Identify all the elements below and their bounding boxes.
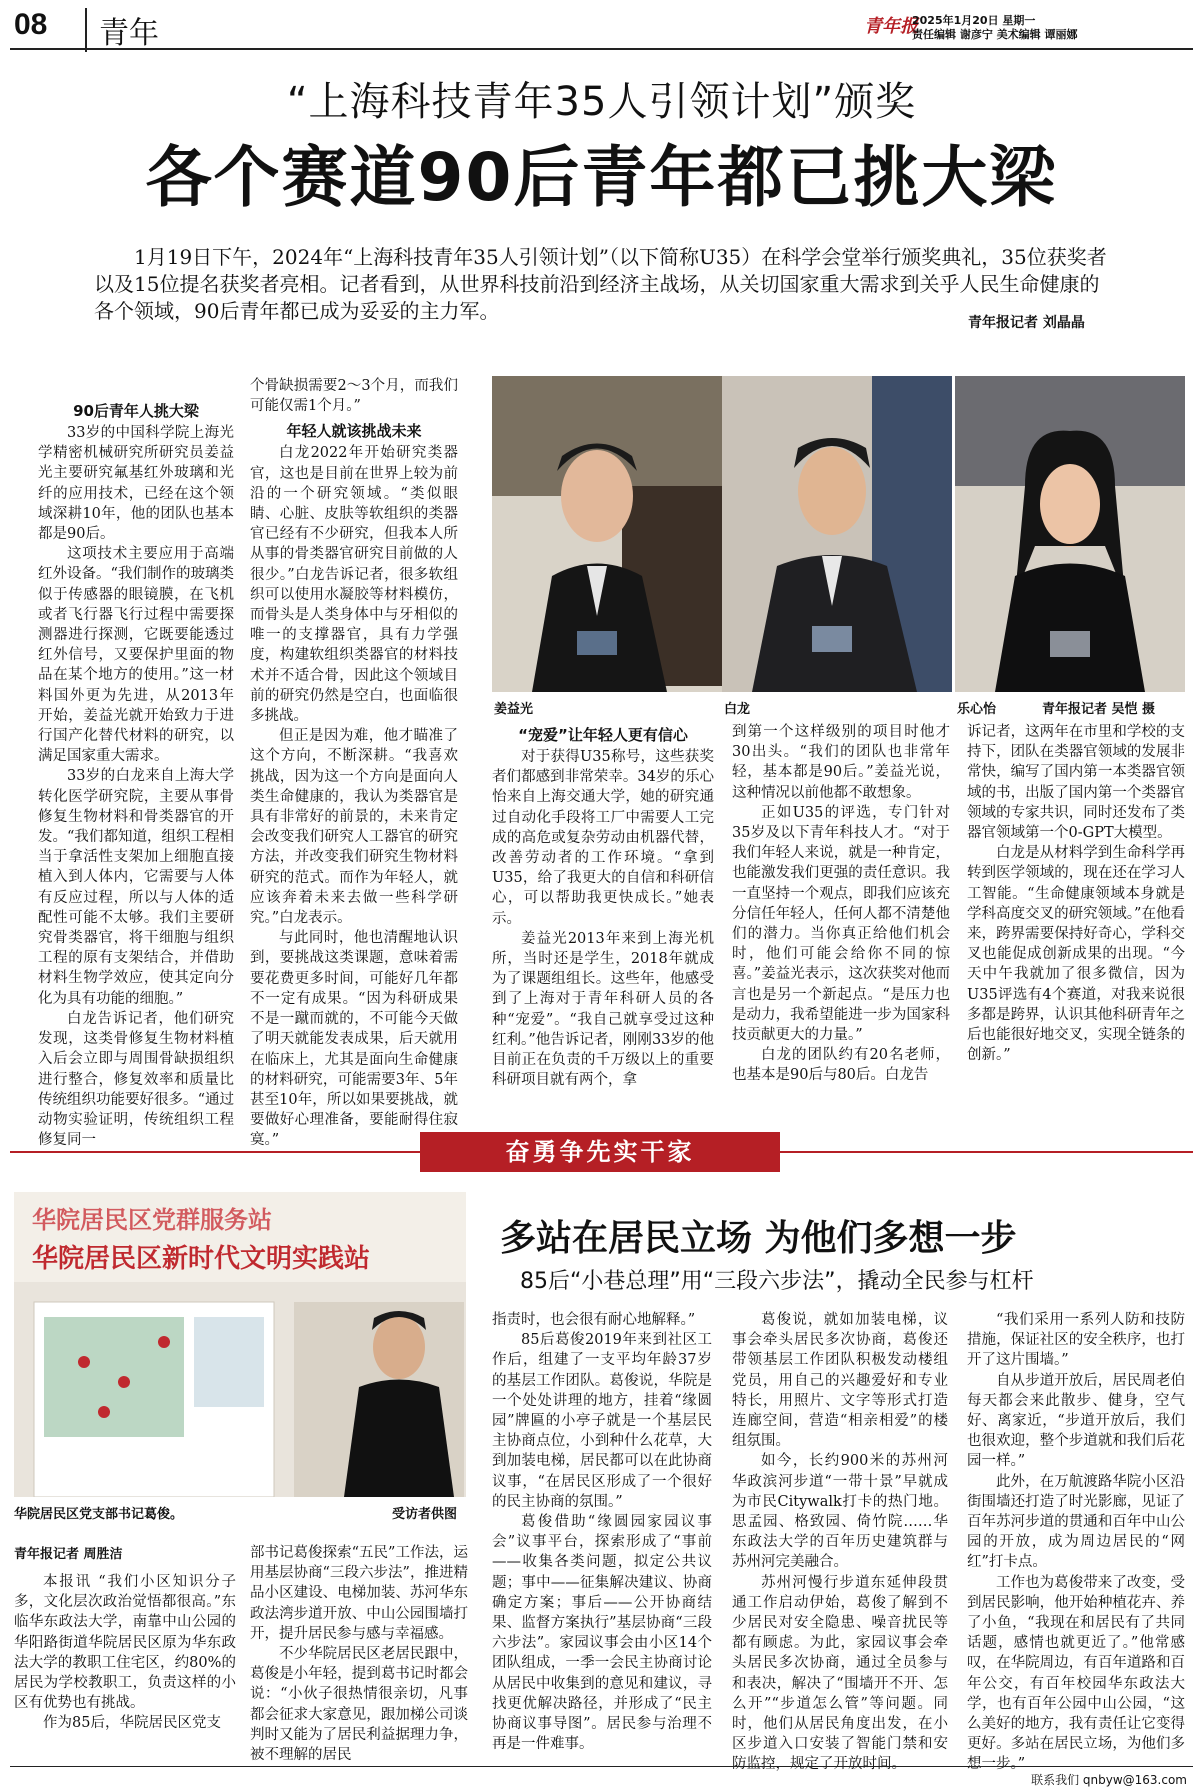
newspaper-logo: 青年报 [864, 16, 918, 37]
subhead: 90后青年人挑大梁 [73, 402, 199, 420]
banner-rule-right [780, 1151, 1193, 1153]
paragraph: 指责时，也会很有耐心地解释。” [492, 1312, 696, 1328]
photo-caption: 姜益光 [494, 702, 534, 717]
paragraph: 白龙2022年开始研究类器官，这也是目前在世界上较为前沿的一个研究领域。“类似眼睛、心脏、皮肤等软组织的类器官已经有不少研究，但我本人所从事的骨类器官研究目前做的人很少。”白龙告诉记者，很多软组织可以使用水凝胶等材料模仿，而骨头是人类身体中与牙相似的唯一的支撑器官，具有力学强度，构建软组织类器官的材料技术并不适合骨，因此这个领域目前的研究仍然是空白，也面临很多挑战。 [250, 445, 458, 725]
story1-column-5 [967, 722, 1185, 1065]
paragraph: 这项技术主要应用于高端红外设备。“我们制作的玻璃类似于传感器的眼镜膜，在飞机或者飞行器飞行过程中需要探测器进行探测，它既要能透过红外信号，又要保护里面的物品在某个地方的使用。”这一材料国外更为先进，从2013年开始，姜益光就开始致力于进行国产化替代材料的研究，以满足国家重大需求。 [38, 546, 234, 765]
photo-ge-jun [14, 1192, 466, 1497]
story1-headline: 各个赛道90后青年都已挑大梁 [145, 139, 1058, 216]
paragraph: 葛俊说，就如加装电梯，议事会牵头居民多次协商，葛俊还带领基层工作团队积极发动楼组党员，用自己的兴趣爱好和专业特长，用照片、文字等形式打造连廊空间，营造“相亲相爱”的楼组氛围。 [732, 1312, 948, 1450]
subhead: 年轻人就该挑战未来 [286, 422, 422, 441]
paragraph: 白龙是从材料学到生命科学再转到医学领域的，现在还在学习人工智能。“生命健康领域本身就是学科高度交叉的研究领域。”在他看来，跨界需要保持好奇心，学科交叉也能促成创新成果的出现。“今天中午我就加了很多微信，因为U35评选有4个赛道，对我来说很多都是跨界，认识其他科研青年之后也能很好地交叉，实现全链条的创新。” [967, 845, 1185, 1064]
story2-subheadline: 85后“小巷总理”用“三段六步法”，撬动全民参与杠杆 [520, 1269, 1034, 1294]
photo-caption: 华院居民区党支部书记葛俊。 [14, 1507, 184, 1522]
contact-line: 联系我们 qnbyw@163.com [1031, 1773, 1187, 1787]
paragraph: 个骨缺损需要2～3个月，而我们可能仅需1个月。” [250, 378, 458, 415]
photo-le-xinyi [955, 376, 1185, 692]
page-footer [10, 1766, 1193, 1787]
story2-headline: 多站在居民立场 为他们多想一步 [500, 1218, 1017, 1259]
paragraph: 但正是因为难，他才瞄准了这个方向，不断深耕。“我喜欢挑战，因为这一个方向是面向人类生命健康的，我认为类器官是具有非常好的前景的，未来肯定会改变我们研究人工器官的研究方法，并改变我们研究生物材料研究的范式。而作为年轻人，就应该奔着未来去做一些科学研究。”白龙表示。 [250, 728, 458, 927]
story2-column-1 [14, 1572, 236, 1734]
story1-column-3 [492, 720, 714, 1090]
story2-column-5 [967, 1310, 1185, 1775]
header-meta [912, 14, 1078, 42]
paragraph: 此外，在万航渡路华院小区沿街围墙还打造了时光影廊，见证了百年苏河步道的贯通和百年中山公园的开放，成为周边居民的“网红”打卡点。 [967, 1473, 1185, 1571]
page-number: 08 [14, 8, 48, 41]
paragraph: 工作也为葛俊带来了改变，受到居民影响，他开始种植花卉、养了小鱼，“我现在和居民有了共同话题，感情也就更近了。”他常感叹，在华院周边，有百年道路和百年公交，有百年校园华东政法大学，也有百年公园中山公园，“这么美好的地方，我有责任让它变得更好。多站在居民立场，为他们多想一步。” [967, 1574, 1185, 1773]
editors-line: 责任编辑 谢彦宁 美术编辑 谭丽娜 [912, 28, 1078, 41]
story2-column-2 [250, 1543, 468, 1765]
photo-bai-long [722, 376, 952, 692]
paragraph: 葛俊借助“缘圆园家园议事会”议事平台，探索形成了“事前——收集各类问题，拟定公共议题；事中——征集解决建议、协商确定方案；事后——公开协商结果、监督方案执行”基层协商“三段六步法”。家园议事会由小区14个团队组成，一季一会民主协商讨论从居民中收集到的意见和建议，寻找更优解决路径，并形成了“民主协商议事导图”。居民参与治理不再是一件难事。 [492, 1514, 712, 1753]
portrait-illustration [722, 376, 952, 692]
paragraph: “我们采用一系列人防和技防措施，保证社区的安全秩序，也打开了这片围墙。” [967, 1312, 1185, 1369]
paragraph: 不少华院居民区老居民跟中，葛俊是小年轻，提到葛书记时都会说：“小伙子很热情很亲切，凡事都会征求大家意见，跟加梯公司谈判时又能为了居民利益据理力争，被不理解的居民 [250, 1646, 468, 1764]
story2-column-3 [492, 1310, 712, 1754]
story1-column-1 [38, 396, 234, 1150]
paragraph: 作为85后，华院居民区党支 [43, 1715, 221, 1732]
banner-rule-left [10, 1151, 420, 1153]
paragraph: 对于获得U35称号，这些获奖者们都感到非常荣幸。34岁的乐心怡来自上海交通大学，她的研究通过自动化手段将工厂中需要人工完成的高危或复杂劳动由机器代替，改善劳动者的工作环境。“拿到U35，给了我更大的自信和科研信心，可以帮助我更快成长。”她表示。 [492, 749, 714, 927]
paragraph: 自从步道开放后，居民周老伯每天都会来此散步、健身，空气好、离家近，“步道开放后，我们也很欢迎，整个步道就和我们后花园一样。” [967, 1372, 1185, 1470]
paragraph: 到第一个这样级别的项目时他才30出头。“我们的团队也非常年轻，基本都是90后。”姜益光说，这种情况以前他都不敢想象。 [732, 724, 950, 801]
sign-text-2: 华院居民区新时代文明实践站 [32, 1244, 371, 1274]
story1-column-2 [250, 376, 458, 1151]
paragraph: 本报讯 “我们小区知识分子多，文化层次政治觉悟都很高。”东临华东政法大学，南靠中山公园的华阳路街道华院居民区原为华东政法大学的教职工住宅区，约80%的居民为学校教职工，负责这样的小区有优势也有挑战。 [14, 1574, 236, 1712]
paragraph: 部书记葛俊探索“五民”工作法，运用基层协商“三段六步法”，推进精品小区建设、电梯加装、苏河华东政法湾步道开放、中山公园围墙打开，提升居民参与感与幸福感。 [250, 1545, 468, 1642]
story1-lead: 1月19日下午，2024年“上海科技青年35人引领计划”（以下简称U35）在科学会堂举行颁奖典礼，35位获奖者以及15位提名获奖者亮相。记者看到，从世界科技前沿到经济主战场，从关切国家重大需求到关乎人民生命健康的各个领域，90后青年都已成为妥妥的主力军。 [94, 245, 1107, 323]
issue-date: 2025年1月20日 星期一 [912, 14, 1036, 27]
sign-text-1: 华院居民区党群服务站 [32, 1206, 272, 1234]
paragraph: 姜益光2013年来到上海光机所，当时还是学生，2018年就成为了课题组组长。这些年，他感受到了上海对于青年科研人员的各种“宠爱”。“我自己就享受过这种红利。”他告诉记者，刚刚33岁的他目前正在负责的千万级以上的重要科研项目就有两个，拿 [492, 930, 714, 1089]
story1-byline: 青年报记者 刘晶晶 [968, 315, 1085, 331]
portrait-illustration [492, 376, 722, 692]
paragraph: 诉记者，这两年在市里和学校的支持下，团队在类器官领域的发展非常快，编写了国内第一本类器官领域的书，出版了国内第一个类器官领域的专家共识，同时还发布了类器官领域第一个0-GPT大模型。 [967, 724, 1185, 842]
paragraph: 如今，长约900米的苏州河华政滨河步道“一带十景”早就成为市民Citywalk打卡的热门地。思孟园、格致园、倚竹院……华东政法大学的百年历史建筑群与苏州河完美融合。 [732, 1453, 948, 1571]
story1-column-4 [732, 722, 950, 1086]
photo-credit: 受访者供图 [392, 1507, 458, 1522]
paragraph: 白龙告诉记者，他们研究发现，这类骨修复生物材料植入后会立即与周围骨缺损组织进行整合，修复效率和质量比传统组织功能要好很多。“通过动物实验证明，传统组织工程修复同一 [38, 1010, 234, 1149]
story1-kicker: “上海科技青年35人引领计划”颁奖 [286, 79, 917, 125]
story2-column-4 [732, 1310, 948, 1775]
paragraph: 85后葛俊2019年来到社区工作后，组建了一支平均年龄37岁的基层工作团队。葛俊说，华院是一个处处讲理的地方，挂着“缘圆园”牌匾的小亭子就是一个基层民主协商点位，小到种什么花草，大到加装电梯，居民都可以在此协商议事，“在居民区形成了一个很好的民主协商的氛围。” [492, 1332, 712, 1510]
paragraph: 33岁的白龙来自上海大学转化医学研究院，主要从事骨修复生物材料和骨类器官的开发。“我们都知道，组织工程相当于拿活性支架加上细胞直接植入到人体内，它需要与人体有反应过程，所以与人体的适配性可能不太够。我们主要研究骨类器官，将干细胞与组织工程的原有支架结合，并借助材料生物学效应，使其定向分化为具有功能的细胞。” [38, 768, 234, 1007]
subhead: “宠爱”让年轻人更有信心 [518, 726, 688, 744]
paragraph: 白龙的团队约有20名老师，也基本是90后与80后。白龙告 [732, 1047, 950, 1084]
portrait-illustration [955, 376, 1185, 692]
photo-credit: 青年报记者 吴恺 摄 [1042, 702, 1156, 717]
paragraph: 与此同时，他也清醒地认识到，要挑战这类课题，意味着需要花费更多时间，可能好几年都不一定有成果。“因为科研成果不是一蹴而就的，不可能今天做了明天就能发表成果，后天就用在临床上，尤其是面向生命健康的材料研究，可能需要3年、5年甚至10年，所以如果要挑战，就要做好心理准备，要能耐得住寂寞。” [250, 930, 458, 1149]
section-name: 青年 [85, 8, 159, 52]
photo-caption: 白龙 [724, 702, 751, 717]
paragraph: 苏州河慢行步道东延伸段贯通工作启动伊始，葛俊了解到不少居民对安全隐患、噪音扰民等都有顾虑。为此，家园议事会牵头居民多次协商，通过全员参与和表决，解决了“围墙开不开、怎么开”“步道怎么管”等问题。同时，他们从居民角度出发，在小区步道入口安装了智能门禁和安防监控，规定了开放时间。 [732, 1574, 948, 1773]
section-banner: 奋勇争先实干家 [420, 1132, 780, 1172]
paragraph: 正如U35的评选，专门针对35岁及以下青年科技人才。“对于我们年轻人来说，就是一种肯定，也能激发我们更强的责任意识。我一直坚持一个观点，即我们应该充分信任年轻人，任何人都不清楚他们的潜力。当你真正给他们机会时，他们可能会给你不同的惊喜。”姜益光表示，这次获奖对他而言也是另一个新起点。“是压力也是动力，我希望能进一步为国家科技贡献更大的力量。” [732, 804, 950, 1044]
photo-caption: 乐心怡 [957, 702, 997, 717]
photo-jiang-yiguang [492, 376, 722, 692]
paragraph: 33岁的中国科学院上海光学精密机械研究所研究员姜益光主要研究氟基红外玻璃和光纤的应用技术，已经在这个领域深耕10年，他的团队也基本都是90后。 [38, 425, 234, 543]
story2-byline: 青年报记者 周胜洁 [14, 1547, 123, 1562]
